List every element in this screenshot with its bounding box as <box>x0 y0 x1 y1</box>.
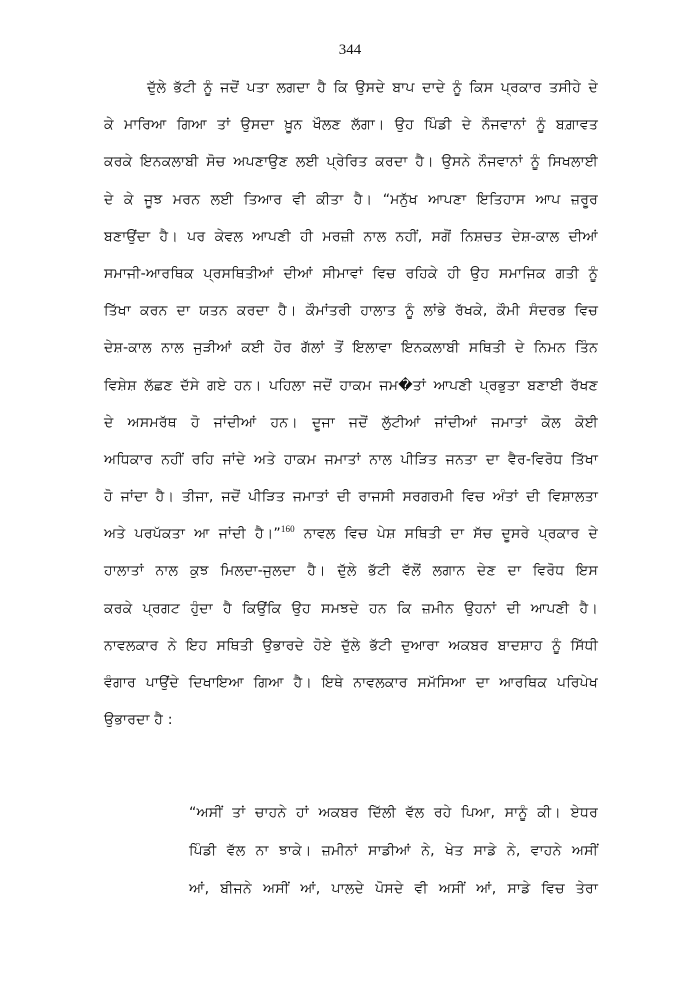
text-line: ਤਿੱਖਾ ਕਰਨ ਦਾ ਯਤਨ ਕਰਦਾ ਹੈ। ਕੌਮਾਂਤਰੀ ਹਾਲਾਤ ਨੂੰ ਲਾਂਭੇ ਰੱਖਕੇ, ਕੌਮੀ ਸੰਦਰਭ ਵਿਚ <box>104 303 598 320</box>
text-line: ਕੇ ਮਾਰਿਆ ਗਿਆ ਤਾਂ ਉਸਦਾ ਖ਼ੂਨ ਖੌਲਣ ਲੱਗਾ। ਉਹ ਪਿੰਡੀ ਦੇ ਨੌਜਵਾਨਾਂ ਨੂੰ ਬਗ਼ਾਵਤ <box>104 117 598 134</box>
text-line: ਨਾਵਲਕਾਰ ਨੇ ਇਹ ਸਥਿਤੀ ਉਭਾਰਦੇ ਹੋਏ ਦੁੱਲੇ ਭੱਟੀ ਦੁਆਰਾ ਅਕਬਰ ਬਾਦਸ਼ਾਹ ਨੂੰ ਸਿੱਧੀ <box>104 637 598 654</box>
text-line: ਕਰਕੇ ਪ੍ਰਗਟ ਹੁੰਦਾ ਹੈ ਕਿਉਂਕਿ ਉਹ ਸਮਝਦੇ ਹਨ ਕਿ ਜ਼ਮੀਨ ਉਹਨਾਂ ਦੀ ਆਪਣੀ ਹੈ। <box>104 600 598 617</box>
text-line: ਦੇ ਕੇ ਜੂਝ ਮਰਨ ਲਈ ਤਿਆਰ ਵੀ ਕੀਤਾ ਹੈ। “ਮਨੁੱਖ ਆਪਣਾ ਇਤਿਹਾਸ ਆਪ ਜ਼ਰੂਰ <box>104 191 598 208</box>
page-number: 344 <box>338 42 362 58</box>
text-line: ਅਧਿਕਾਰ ਨਹੀਂ ਰਹਿ ਜਾਂਦੇ ਅਤੇ ਹਾਕਮ ਜਮਾਤਾਂ ਨਾਲ ਪੀੜਿਤ ਜਨਤਾ ਦਾ ਵੈਰ-ਵਿਰੋਧ ਤਿੱਖਾ <box>104 451 598 468</box>
text-segment: ਅਤੇ ਪਰਪੱਕਤਾ ਆ ਜਾਂਦੀ ਹੈ।” <box>104 526 281 543</box>
text-line: ਹੋ ਜਾਂਦਾ ਹੈ। ਤੀਜਾ, ਜਦੋਂ ਪੀੜਿਤ ਜਮਾਤਾਂ ਦੀ ਰਾਜਸੀ ਸਰਗਰਮੀ ਵਿਚ ਅੰਤਾਂ ਦੀ ਵਿਸ਼ਾਲਤਾ <box>104 489 598 506</box>
text-line: ਦੁੱਲੇ ਭੱਟੀ ਨੂੰ ਜਦੋਂ ਪਤਾ ਲਗਦਾ ਹੈ ਕਿ ਉਸਦੇ ਬਾਪ ਦਾਦੇ ਨੂੰ ਕਿਸ ਪ੍ਰਕਾਰ ਤਸੀਹੇ ਦੇ <box>147 80 598 96</box>
footnote-reference: 160 <box>280 524 295 535</box>
quote-line: ਪਿੰਡੀ ਵੱਲ ਨਾ ਝਾਕੇ। ਜ਼ਮੀਨਾਂ ਸਾਡੀਆਂ ਨੇ, ਖੇਤ ਸਾਡੇ ਨੇ, ਵਾਹਨੇ ਅਸੀਂ <box>189 843 598 859</box>
text-line: ਵੰਗਾਰ ਪਾਉਂਦੇ ਦਿਖਾਇਆ ਗਿਆ ਹੈ। ਇਥੇ ਨਾਵਲਕਾਰ ਸਮੱਸਿਆ ਦਾ ਆਰਥਿਕ ਪਰਿਪੇਖ <box>104 675 598 691</box>
text-line: ਦੇਸ਼-ਕਾਲ ਨਾਲ ਜੁੜੀਆਂ ਕਈ ਹੋਰ ਗੱਲਾਂ ਤੋਂ ਇਲਾਵਾ ਇਨਕਲਾਬੀ ਸਥਿਤੀ ਦੇ ਨਿਮਨ ਤਿੰਨ <box>104 340 598 357</box>
text-segment: ਨਾਵਲ ਵਿਚ ਪੇਸ਼ ਸਥਿਤੀ ਦਾ ਸੱਚ ਦੂਸਰੇ ਪ੍ਰਕਾਰ ਦੇ <box>294 526 599 543</box>
text-line: ਉਭਾਰਦਾ ਹੈ : <box>104 712 173 729</box>
quote-line: ਆਂ, ਬੀਜਨੇ ਅਸੀਂ ਆਂ, ਪਾਲਦੇ ਪੋਸਦੇ ਵੀ ਅਸੀਂ ਆਂ, ਸਾਡੇ ਵਿਚ ਤੇਰਾ <box>189 881 598 897</box>
text-line: ਕਰਕੇ ਇਨਕਲਾਬੀ ਸੋਚ ਅਪਣਾਉਣ ਲਈ ਪ੍ਰੇਰਿਤ ਕਰਦਾ ਹੈ। ਉਸਨੇ ਨੌਜਵਾਨਾਂ ਨੂੰ ਸਿਖਲਾਈ <box>104 154 598 171</box>
block-quote <box>189 794 598 908</box>
body-paragraph <box>104 70 598 739</box>
text-line: ਹਾਲਾਤਾਂ ਨਾਲ ਕੁਝ ਮਿਲਦਾ-ਜੁਲਦਾ ਹੈ। ਦੁੱਲੇ ਭੱਟੀ ਵੱਲੋਂ ਲਗਾਨ ਦੇਣ ਦਾ ਵਿਰੋਧ ਇਸ <box>104 563 598 580</box>
text-line: ਦੇ ਅਸਮਰੱਥ ਹੋ ਜਾਂਦੀਆਂ ਹਨ। ਦੂਜਾ ਜਦੋਂ ਲੁੱਟੀਆਂ ਜਾਂਦੀਆਂ ਜਮਾਤਾਂ ਕੋਲ ਕੋਈ <box>104 414 598 431</box>
quote-line: “ਅਸੀਂ ਤਾਂ ਚਾਹਨੇ ਹਾਂ ਅਕਬਰ ਦਿੱਲੀ ਵੱਲ ਰਹੇ ਪਿਆ, ਸਾਨੂੰ ਕੀ। ਏਧਰ <box>189 805 598 821</box>
text-line: ਸਮਾਜੀ-ਆਰਥਿਕ ਪ੍ਰਸਥਿਤੀਆਂ ਦੀਆਂ ਸੀਮਾਵਾਂ ਵਿਚ ਰਹਿਕੇ ਹੀ ਉਹ ਸਮਾਜਿਕ ਗਤੀ ਨੂੰ <box>104 265 598 282</box>
text-line-with-footnote <box>104 516 598 553</box>
text-line: ਬਣਾਉਂਦਾ ਹੈ। ਪਰ ਕੇਵਲ ਆਪਣੀ ਹੀ ਮਰਜ਼ੀ ਨਾਲ ਨਹੀਂ, ਸਗੋਂ ਨਿਸ਼ਚਤ ਦੇਸ਼-ਕਾਲ ਦੀਆਂ <box>104 228 598 245</box>
text-line: ਵਿਸ਼ੇਸ਼ ਲੱਛਣ ਦੱਸੇ ਗਏ ਹਨ। ਪਹਿਲਾ ਜਦੋਂ ਹਾਕਮ ਜਮ�ਤਾਂ ਆਪਣੀ ਪ੍ਰਭੁਤਾ ਬਣਾਈ ਰੱਖਣ <box>104 377 598 394</box>
